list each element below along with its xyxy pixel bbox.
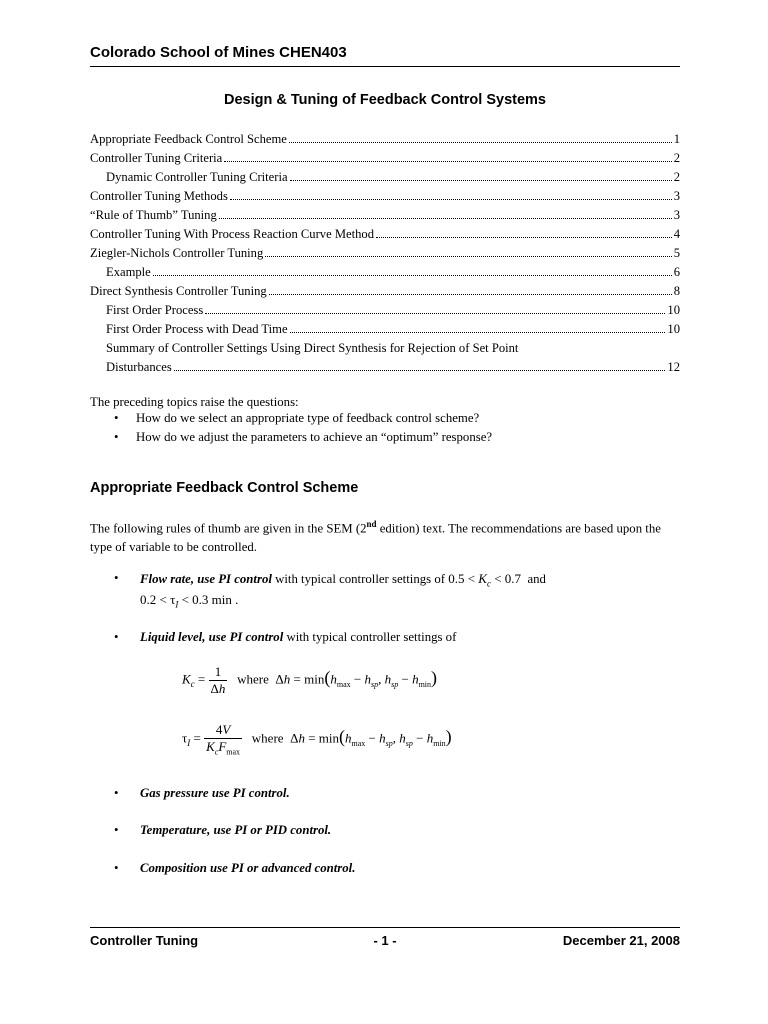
bullet-icon: •	[114, 861, 119, 875]
toc-leader-dots	[289, 142, 672, 143]
running-header: Colorado School of Mines CHEN403	[90, 44, 347, 61]
toc-leader-dots	[153, 275, 672, 276]
gas-pressure-text: Gas pressure use PI control.	[140, 786, 290, 800]
temperature-text: Temperature, use PI or PID control.	[140, 823, 332, 837]
table-of-contents	[90, 128, 680, 375]
liquid-level-bullet	[114, 630, 684, 645]
toc-entry[interactable]	[90, 318, 680, 337]
toc-entry-label: First Order Process with Dead Time	[106, 322, 288, 336]
bullet-icon: •	[114, 430, 119, 444]
paragraph-text: The following rules of thumb are given in the SEM (2	[90, 521, 367, 536]
toc-entry-label: Disturbances	[106, 360, 172, 374]
toc-page-number: 4	[673, 227, 680, 241]
where-text: where	[251, 730, 284, 746]
flow-rate-label: Flow rate, use PI control	[140, 572, 272, 586]
toc-page-number: 10	[667, 322, 680, 336]
toc-page-number: 2	[673, 151, 680, 165]
equation-kc: $K_c$ = $\frac{1}{\Delta h}$ where $\Delta h = \min(h_{max} - h_{sp}$, $h_{sp} - h_{min}$)	[182, 664, 438, 696]
bullet-icon: •	[114, 786, 119, 800]
toc-entry[interactable]	[90, 166, 680, 185]
footer-date: December 21, 2008	[562, 933, 680, 948]
superscript: nd	[366, 519, 377, 529]
toc-leader-dots	[290, 180, 672, 181]
toc-page-number: 6	[673, 265, 680, 279]
toc-entry-label: Controller Tuning Criteria	[90, 151, 223, 165]
toc-page-number: 3	[673, 189, 680, 203]
composition-text: Composition use PI or advanced control.	[140, 861, 356, 875]
toc-leader-dots	[224, 161, 671, 162]
toc-entry[interactable]	[90, 204, 680, 223]
bullet-icon: •	[114, 823, 119, 837]
toc-page-number: 10	[667, 303, 680, 317]
toc-entry[interactable]	[90, 223, 680, 242]
toc-leader-dots	[174, 370, 666, 371]
header-rule	[90, 66, 680, 67]
toc-entry-label: “Rule of Thumb” Tuning	[90, 208, 217, 222]
toc-entry[interactable]	[90, 242, 680, 261]
bullet-icon: •	[114, 571, 119, 585]
toc-page-number: 5	[673, 246, 680, 260]
toc-leader-dots	[269, 294, 672, 295]
taui-range: $0.2 < \tau_I < 0.3$ min .	[140, 592, 239, 610]
toc-entry[interactable]	[90, 280, 680, 299]
toc-entry-label: Appropriate Feedback Control Scheme	[90, 132, 287, 146]
kc-range: $0.5 < K_c < 0.7$	[448, 571, 522, 589]
document-title: Design & Tuning of Feedback Control Systems	[224, 92, 546, 108]
bullet-text: How do we adjust the parameters to achieve an “optimum” response?	[136, 430, 493, 444]
toc-leader-dots	[219, 218, 672, 219]
gas-pressure-bullet	[114, 786, 674, 801]
toc-entry[interactable]	[90, 261, 680, 280]
toc-entry-label: Ziegler-Nichols Controller Tuning	[90, 246, 264, 260]
toc-entry-label: Controller Tuning With Process Reaction Curve Method	[90, 227, 375, 241]
flow-rate-text: with typical controller settings of	[271, 572, 449, 586]
toc-entry[interactable]	[90, 185, 680, 204]
toc-leader-dots	[376, 237, 672, 238]
liquid-level-label: Liquid level, use PI control	[140, 630, 284, 644]
and-text: and	[527, 572, 546, 586]
bullet-icon: •	[114, 411, 119, 425]
section-paragraph	[90, 515, 680, 557]
liquid-level-text: with typical controller settings of	[283, 630, 457, 644]
toc-page-number: 12	[667, 360, 680, 374]
toc-leader-dots	[290, 332, 666, 333]
toc-entry[interactable]	[90, 299, 680, 318]
toc-leader-dots	[230, 199, 672, 200]
toc-entry-label: Dynamic Controller Tuning Criteria	[106, 170, 288, 184]
toc-entry[interactable]	[90, 337, 680, 356]
intro-text: The preceding topics raise the questions:	[90, 395, 299, 409]
bullet-text: How do we select an appropriate type of feedback control scheme?	[136, 411, 480, 425]
bullet-icon: •	[114, 630, 119, 644]
intro-bullet-2	[114, 430, 674, 445]
toc-page-number: 1	[673, 132, 680, 146]
paragraph-text: edition) text. The recommendations are based upon the type of variable to be controlled.	[90, 521, 661, 555]
toc-entry-label: First Order Process	[106, 303, 204, 317]
toc-entry-continuation[interactable]	[90, 356, 680, 375]
toc-page-number: 3	[673, 208, 680, 222]
toc-entry-label: Controller Tuning Methods	[90, 189, 228, 203]
toc-entry-label: Direct Synthesis Controller Tuning	[90, 284, 267, 298]
toc-entry[interactable]	[90, 128, 680, 147]
composition-bullet	[114, 861, 674, 876]
intro-bullet-1	[114, 411, 674, 426]
temperature-bullet	[114, 823, 674, 838]
toc-entry[interactable]	[90, 147, 680, 166]
where-text: where	[237, 671, 269, 687]
footer-rule	[90, 927, 680, 928]
toc-entry-label: Example	[106, 265, 151, 279]
toc-page-number: 2	[673, 170, 680, 184]
page-number: - 1 -	[373, 933, 397, 948]
equation-taui: $\tau_I$ = $\frac{4V}{K_cF_{max}}$ where $\Delta h = \min(h_{max} - h_{sp}$, $h_{sp} - h_{min}$)	[182, 722, 452, 757]
toc-leader-dots	[265, 256, 671, 257]
toc-entry-label: Summary of Controller Settings Using Direct Synthesis for Rejection of Set Point	[106, 341, 519, 355]
toc-page-number: 8	[673, 284, 680, 298]
section-heading: Appropriate Feedback Control Scheme	[90, 480, 359, 496]
footer-left: Controller Tuning	[90, 933, 199, 948]
flow-rate-bullet	[114, 571, 684, 589]
toc-leader-dots	[205, 313, 665, 314]
